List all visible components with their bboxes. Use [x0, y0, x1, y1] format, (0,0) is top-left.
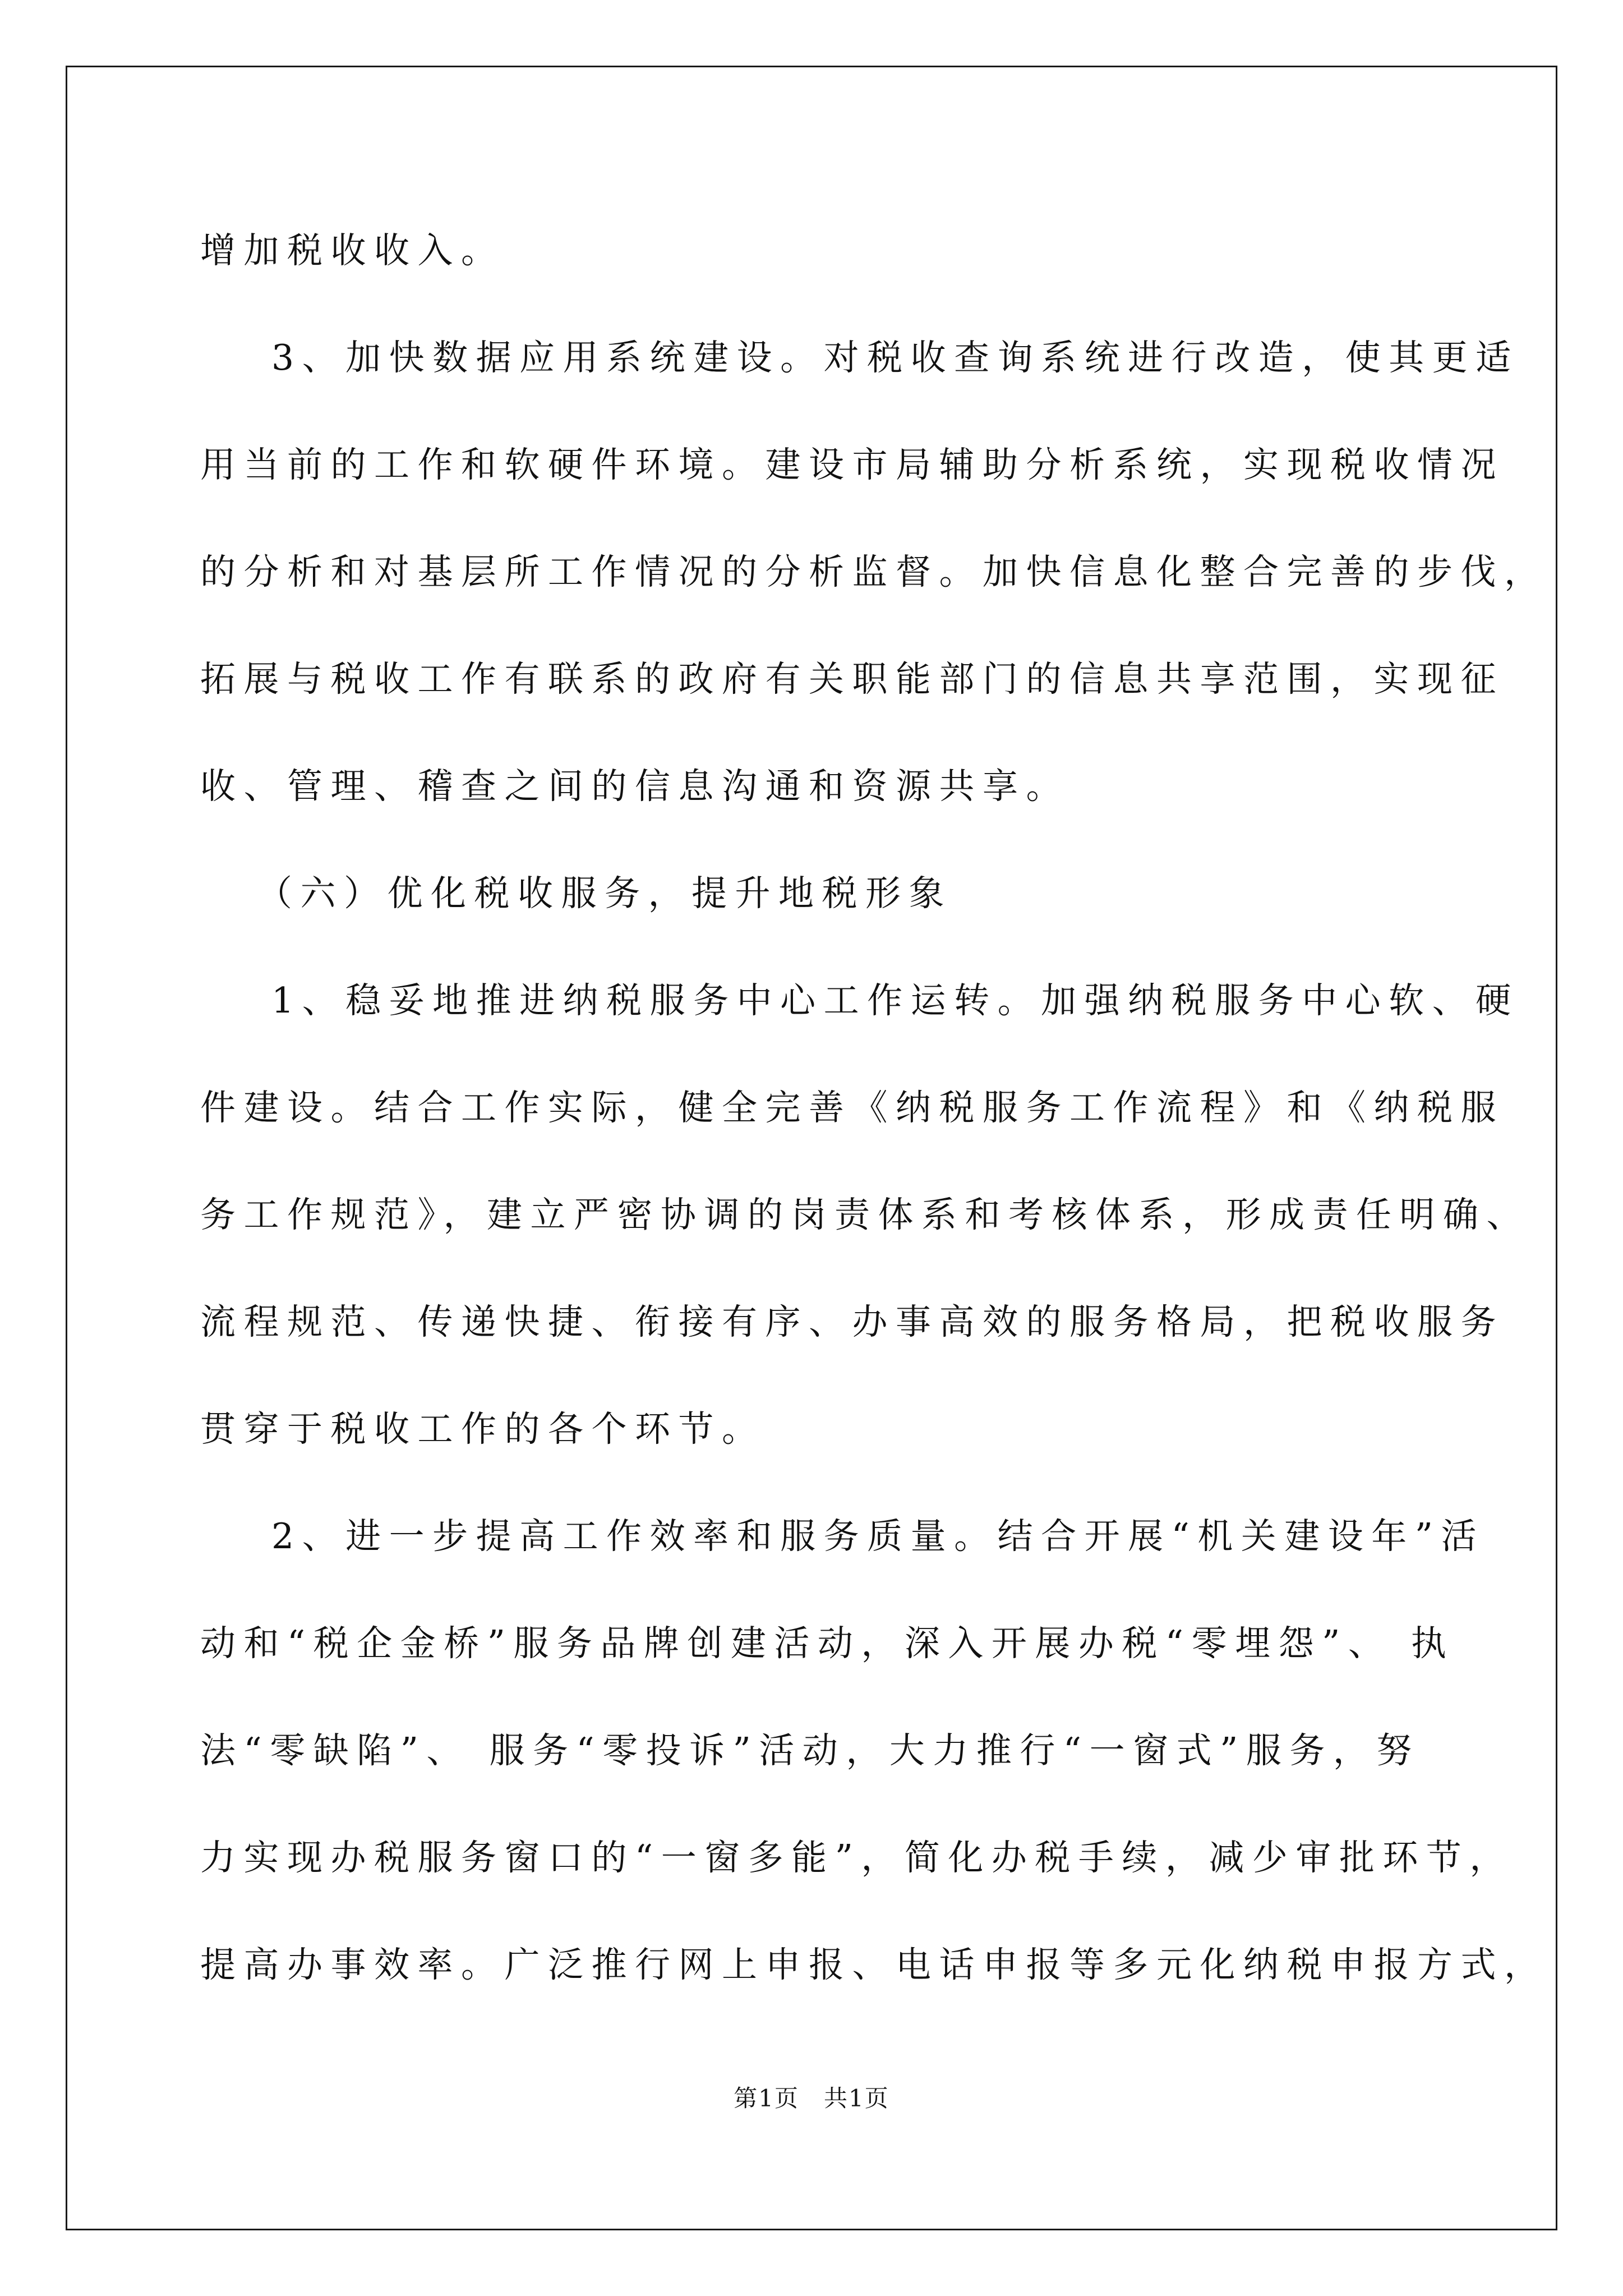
paragraph-line: 提高办事效率。广泛推行网上申报、电话申报等多元化纳税申报方式， [200, 1944, 1548, 1985]
paragraph-line: 力实现办税服务窗口的“一窗多能”，简化办税手续，减少审批环节， [200, 1837, 1513, 1878]
paragraph-line: 3、加快数据应用系统建设。对税收查询系统进行改造，使其更适 [271, 337, 1519, 378]
paragraph-line: 法“零缺陷”、 服务“零投诉”活动，大力推行“一窗式”服务，努 [200, 1730, 1420, 1771]
paragraph-line: 1、稳妥地推进纳税服务中心工作运转。加强纳税服务中心软、硬 [271, 980, 1519, 1021]
paragraph-line: 拓展与税收工作有联系的政府有关职能部门的信息共享范围，实现征 [200, 659, 1504, 700]
paragraph-line: 务工作规范》，建立严密协调的岗责体系和考核体系，形成责任明确、 [200, 1194, 1530, 1235]
page-border [66, 66, 1557, 2230]
section-heading: （六）优化税收服务，提升地税形象 [257, 873, 952, 914]
paragraph-line: 流程规范、传递快捷、衔接有序、办事高效的服务格局，把税收服务 [200, 1301, 1504, 1342]
paragraph-line: 的分析和对基层所工作情况的分析监督。加快信息化整合完善的步伐， [200, 551, 1548, 592]
paragraph-line: 动和“税企金桥”服务品牌创建活动，深入开展办税“零埋怨”、 执 [200, 1623, 1455, 1664]
paragraph-line: 件建设。结合工作实际，健全完善《纳税服务工作流程》和《纳税服 [200, 1087, 1504, 1128]
paragraph-line: 贯穿于税收工作的各个环节。 [200, 1409, 766, 1450]
paragraph-line: 增加税收收入。 [200, 230, 505, 271]
paragraph-line: 2、进一步提高工作效率和服务质量。结合开展“机关建设年”活 [271, 1516, 1484, 1557]
paragraph-line: 收、管理、稽查之间的信息沟通和资源共享。 [200, 766, 1069, 807]
paragraph-line: 用当前的工作和软硬件环境。建设市局辅助分析系统，实现税收情况 [200, 444, 1504, 485]
page-footer: 第1页 共1页 [734, 2085, 889, 2112]
